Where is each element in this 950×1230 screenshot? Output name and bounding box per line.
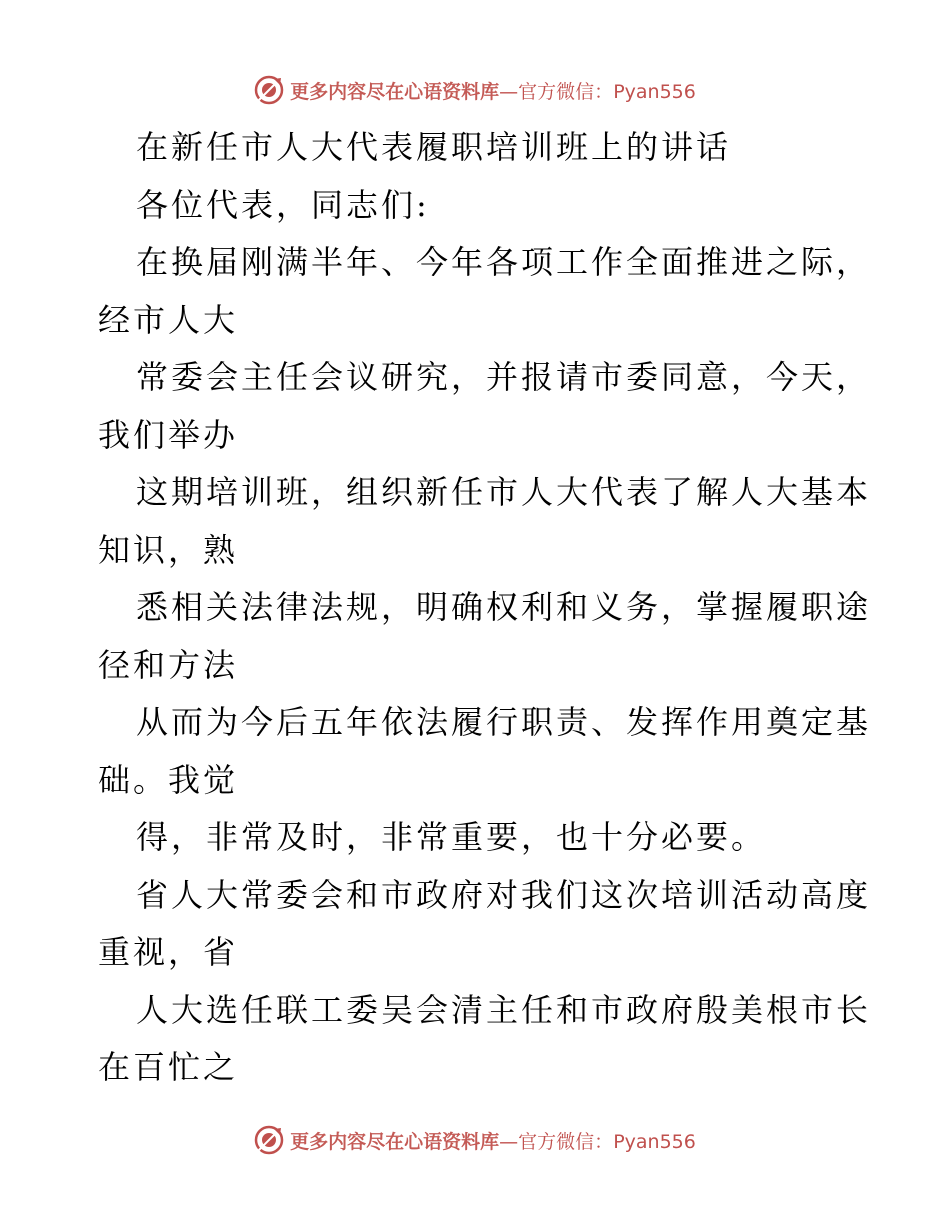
watermark-text — [290, 1127, 696, 1154]
text-line: 悉相关法律法规，明确权利和义务，掌握履职途 — [136, 588, 872, 626]
text-line: 得，非常及时，非常重要，也十分必要。 — [136, 818, 767, 856]
text-line: 各位代表，同志们: — [136, 186, 430, 224]
watermark-account: Pyan556 — [613, 1130, 696, 1153]
text-line: 知识，熟 — [98, 531, 239, 569]
watermark-dash: — — [499, 80, 519, 103]
text-line: 重视，省 — [98, 933, 239, 971]
watermark-sub: 官方微信： — [518, 80, 614, 103]
header-watermark — [0, 70, 950, 110]
quill-logo-icon — [254, 75, 284, 105]
quill-logo-icon — [254, 1125, 284, 1155]
watermark-dash: — — [499, 1130, 519, 1153]
watermark-sub: 官方微信： — [518, 1130, 614, 1153]
text-line: 从而为今后五年依法履行职责、发挥作用奠定基 — [136, 703, 872, 741]
watermark-main: 更多内容尽在心语资料库 — [290, 80, 500, 103]
text-line: 省人大常委会和市政府对我们这次培训活动高度 — [136, 876, 872, 914]
text-line: 我们举办 — [98, 416, 239, 454]
text-line: 经市人大 — [98, 301, 239, 339]
text-line: 在百忙之 — [98, 1048, 239, 1086]
text-line: 径和方法 — [98, 646, 239, 684]
document-title: 在新任市人大代表履职培训班上的讲话 — [136, 128, 732, 166]
footer-watermark — [0, 1120, 950, 1160]
watermark-main: 更多内容尽在心语资料库 — [290, 1130, 500, 1153]
text-line: 这期培训班，组织新任市人大代表了解人大基本 — [136, 473, 872, 511]
watermark-account: Pyan556 — [613, 80, 696, 103]
text-line: 础。我觉 — [98, 761, 239, 799]
watermark-text — [290, 77, 696, 104]
text-line: 在换届刚满半年、今年各项工作全面推进之际， — [136, 243, 872, 281]
text-line: 常委会主任会议研究，并报请市委同意，今天， — [136, 358, 872, 396]
text-line: 人大选任联工委吴会清主任和市政府殷美根市长 — [136, 991, 872, 1029]
